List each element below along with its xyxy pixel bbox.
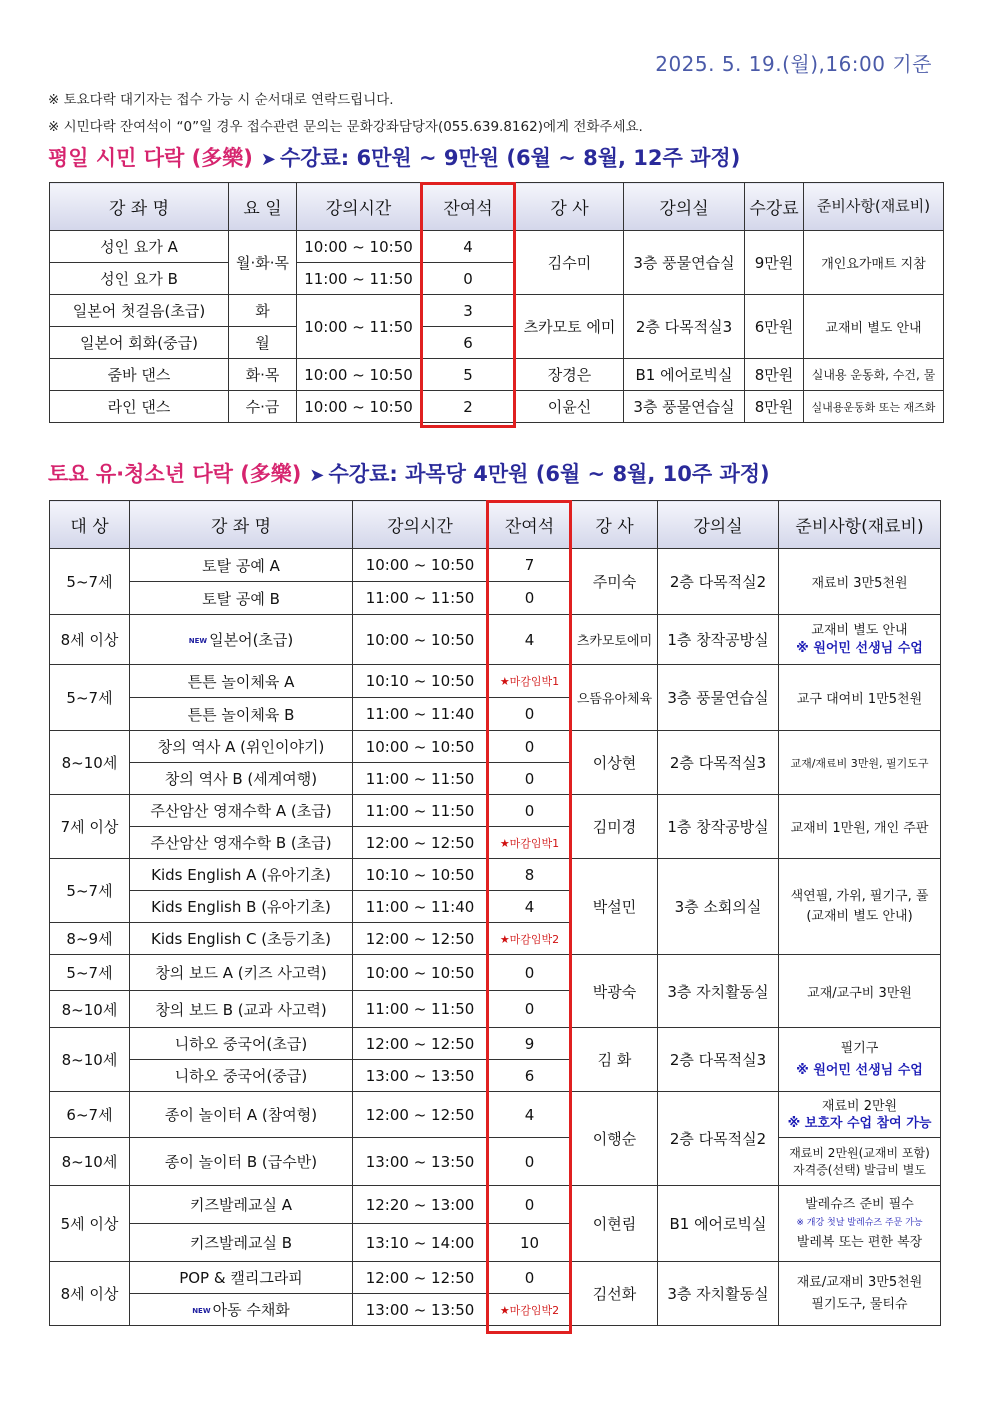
course-name: 일본어 첫걸음(초급) [50, 295, 229, 327]
remaining-seats: 4 [421, 231, 516, 263]
course-name: 니하오 중국어(중급) [130, 1060, 353, 1092]
target: 5~7세 [50, 955, 130, 991]
remaining-seats: 10 [488, 1224, 572, 1262]
course-name: 종이 놀이터 B (급수반) [130, 1138, 353, 1186]
room: B1 에어로빅실 [624, 359, 745, 391]
remaining-seats: ★마감임박1 [488, 827, 572, 859]
course-name-text: 일본어(초급) [209, 631, 294, 649]
prep: 개인요가매트 지참 [804, 231, 944, 295]
teacher: 츠카모토 에미 [516, 295, 624, 359]
remaining-seats: 6 [421, 327, 516, 359]
course-time: 10:00 ~ 10:50 [353, 955, 488, 991]
teacher: 으뜸유아체육 [572, 665, 658, 731]
course-day: 화·목 [229, 359, 297, 391]
header-prep: 준비사항(재료비) [804, 183, 944, 231]
course-time: 11:00 ~ 11:40 [353, 698, 488, 731]
remaining-seats: 0 [488, 582, 572, 615]
prep-line: 교재비 별도 안내 [811, 622, 908, 638]
table-row [50, 1092, 941, 1138]
course-name: 줌바 댄스 [50, 359, 229, 391]
reference-date: 2025. 5. 19.(월),16:00 기준 [655, 52, 932, 76]
header-fee: 수강료 [745, 183, 804, 231]
course-day: 월·화·목 [229, 231, 297, 295]
course-name: 종이 놀이터 A (참여형) [130, 1092, 353, 1138]
course-name: 키즈발레교실 A [130, 1186, 353, 1224]
fee: 8만원 [745, 359, 804, 391]
table-row [50, 615, 941, 665]
table-row [50, 1262, 941, 1294]
course-time: 12:00 ~ 12:50 [353, 1028, 488, 1060]
course-time: 11:00 ~ 11:40 [353, 891, 488, 923]
teacher: 이행순 [572, 1092, 658, 1186]
prep [779, 615, 941, 665]
course-name: Kids English A (유아기초) [130, 859, 353, 891]
table-row [50, 359, 944, 391]
weekday-title: 평일 시민 다락 (多樂) [48, 146, 253, 170]
prep: 교구 대여비 1만5천원 [779, 665, 941, 731]
course-name-text: 아동 수채화 [212, 1301, 290, 1319]
course-time: 11:00 ~ 11:50 [353, 582, 488, 615]
remaining-seats: 0 [488, 1186, 572, 1224]
course-time: 13:00 ~ 13:50 [353, 1060, 488, 1092]
header-remaining: 잔여석 [421, 183, 516, 231]
new-badge: NEW [192, 1306, 211, 1315]
course-time: 12:00 ~ 12:50 [353, 1092, 488, 1138]
teacher: 이현림 [572, 1186, 658, 1262]
room: 1층 창작공방실 [658, 795, 779, 859]
target: 7세 이상 [50, 795, 130, 859]
course-name: 튼튼 놀이체육 B [130, 698, 353, 731]
remaining-seats: ★마감임박2 [488, 923, 572, 955]
course-time: 10:00 ~ 10:50 [353, 615, 488, 665]
header-remaining: 잔여석 [488, 501, 572, 549]
saturday-section-title [48, 458, 770, 488]
table-row [50, 549, 941, 582]
remaining-seats: 0 [488, 795, 572, 827]
target: 5세 이상 [50, 1186, 130, 1262]
room: 3층 풍물연습실 [658, 665, 779, 731]
remaining-seats: 7 [488, 549, 572, 582]
room: 2층 다목적실3 [658, 1028, 779, 1092]
prep-note: ※ 개강 첫날 발레슈즈 주문 가능 [796, 1218, 923, 1228]
prep-line: 재료비 2만원 [821, 1098, 898, 1114]
prep-line: 색연필, 가위, 필기구, 풀 [790, 888, 929, 904]
remaining-seats: 8 [488, 859, 572, 891]
room: 2층 다목적실2 [658, 549, 779, 615]
remaining-seats: 0 [488, 991, 572, 1028]
course-time: 13:00 ~ 13:50 [353, 1294, 488, 1326]
remaining-seats: ★마감임박1 [488, 665, 572, 698]
table-row [50, 665, 941, 698]
prep-note: ※ 원어민 선생님 수업 [796, 1062, 923, 1078]
fee: 9만원 [745, 231, 804, 295]
course-time: 10:00 ~ 10:50 [297, 391, 421, 423]
course-time: 10:10 ~ 10:50 [353, 665, 488, 698]
course-name: 주산암산 영재수학 A (초급) [130, 795, 353, 827]
course-time: 13:10 ~ 14:00 [353, 1224, 488, 1262]
target: 8~10세 [50, 731, 130, 795]
remaining-seats: 3 [421, 295, 516, 327]
teacher: 츠카모토에미 [572, 615, 658, 665]
course-time: 12:00 ~ 12:50 [353, 827, 488, 859]
header-teacher: 강 사 [516, 183, 624, 231]
teacher: 김 화 [572, 1028, 658, 1092]
remaining-seats: 0 [488, 955, 572, 991]
prep-line: 자격증(선택) 발급비 별도 [793, 1162, 926, 1177]
room: 2층 다목적실3 [624, 295, 745, 359]
prep [779, 1138, 941, 1186]
header-room: 강의실 [624, 183, 745, 231]
header-time: 강의시간 [353, 501, 488, 549]
prep-line: 필기도구, 물티슈 [811, 1296, 908, 1312]
table-row [50, 859, 941, 891]
course-name: 창의 보드 B (교과 사고력) [130, 991, 353, 1028]
room: 1층 창작공방실 [658, 615, 779, 665]
remaining-seats: 0 [488, 1138, 572, 1186]
arrow-icon: ➤ [260, 149, 276, 170]
teacher: 김미경 [572, 795, 658, 859]
remaining-seats: 4 [488, 1092, 572, 1138]
new-badge: NEW [188, 636, 208, 645]
course-time: 12:00 ~ 12:50 [353, 923, 488, 955]
prep-line: 재료/교재비 3만5천원 [796, 1274, 923, 1290]
target: 8~10세 [50, 1138, 130, 1186]
room: 3층 자치활동실 [658, 1262, 779, 1326]
table-row [50, 731, 941, 763]
room: 3층 풍물연습실 [624, 231, 745, 295]
course-time: 11:00 ~ 11:50 [353, 991, 488, 1028]
remaining-seats: 0 [421, 263, 516, 295]
course-name: 창의 보드 A (키즈 사고력) [130, 955, 353, 991]
course-time: 10:00 ~ 10:50 [353, 731, 488, 763]
course-name: 주산암산 영재수학 B (초급) [130, 827, 353, 859]
course-name: 창의 역사 A (위인이야기) [130, 731, 353, 763]
course-name: Kids English C (초등기초) [130, 923, 353, 955]
remaining-seats: 0 [488, 698, 572, 731]
remaining-seats: 6 [488, 1060, 572, 1092]
target: 8세 이상 [50, 615, 130, 665]
table-row [50, 295, 944, 327]
course-day: 월 [229, 327, 297, 359]
notice-waitlist: ※ 토요다락 대기자는 접수 가능 시 순서대로 연락드립니다. [48, 92, 394, 108]
course-time: 10:10 ~ 10:50 [353, 859, 488, 891]
weekday-section-title [48, 142, 740, 172]
room: 3층 소회의실 [658, 859, 779, 955]
table-row [50, 1138, 941, 1186]
course-name: 토탈 공예 B [130, 582, 353, 615]
remaining-seats: 5 [421, 359, 516, 391]
header-day: 요 일 [229, 183, 297, 231]
prep-line: 필기구 [840, 1040, 879, 1056]
teacher: 박설민 [572, 859, 658, 955]
teacher: 이윤신 [516, 391, 624, 423]
header-teacher: 강 사 [572, 501, 658, 549]
course-name: 니하오 중국어(초급) [130, 1028, 353, 1060]
prep [779, 859, 941, 955]
room: 3층 자치활동실 [658, 955, 779, 1028]
table-row [50, 391, 944, 423]
prep-line: 재료비 2만원(교재비 포함) [789, 1145, 930, 1160]
course-name [130, 615, 353, 665]
course-time: 12:20 ~ 13:00 [353, 1186, 488, 1224]
course-time: 10:00 ~ 11:50 [297, 295, 421, 359]
target: 8세 이상 [50, 1262, 130, 1326]
remaining-seats: 0 [488, 763, 572, 795]
course-time: 13:00 ~ 13:50 [353, 1138, 488, 1186]
prep [779, 1186, 941, 1262]
target: 8~10세 [50, 991, 130, 1028]
table-row [50, 1028, 941, 1060]
room: 2층 다목적실2 [658, 1092, 779, 1186]
prep [779, 1262, 941, 1326]
target: 5~7세 [50, 859, 130, 923]
course-time: 10:00 ~ 10:50 [297, 359, 421, 391]
header-target: 대 상 [50, 501, 130, 549]
remaining-seats: ★마감임박2 [488, 1294, 572, 1326]
header-time: 강의시간 [297, 183, 421, 231]
prep: 재료비 3만5천원 [779, 549, 941, 615]
course-name: 일본어 회화(중급) [50, 327, 229, 359]
teacher: 박광숙 [572, 955, 658, 1028]
course-name: 창의 역사 B (세계여행) [130, 763, 353, 795]
header-room: 강의실 [658, 501, 779, 549]
target: 8~9세 [50, 923, 130, 955]
prep: 교재비 1만원, 개인 주판 [779, 795, 941, 859]
prep-line: 발레복 또는 편한 복장 [796, 1235, 923, 1250]
teacher: 김선화 [572, 1262, 658, 1326]
teacher: 이상현 [572, 731, 658, 795]
course-day: 화 [229, 295, 297, 327]
remaining-seats: 4 [488, 615, 572, 665]
course-time: 11:00 ~ 11:50 [353, 763, 488, 795]
course-name: Kids English B (유아기초) [130, 891, 353, 923]
target: 5~7세 [50, 665, 130, 731]
arrow-icon: ➤ [309, 465, 325, 486]
course-name: 라인 댄스 [50, 391, 229, 423]
prep: 교재/재료비 3만원, 필기도구 [779, 731, 941, 795]
room: B1 에어로빅실 [658, 1186, 779, 1262]
teacher: 장경은 [516, 359, 624, 391]
prep [779, 1092, 941, 1138]
prep-line: 발레슈즈 준비 필수 [805, 1197, 914, 1212]
fee: 8만원 [745, 391, 804, 423]
saturday-table [49, 500, 941, 1326]
notice-contact: ※ 시민다락 잔여석이 “0”일 경우 접수관련 문의는 문화강좌담당자(055.639.8162)에게 전화주세요. [48, 119, 643, 135]
course-name: POP & 캘리그라피 [130, 1262, 353, 1294]
course-time: 10:00 ~ 10:50 [297, 231, 421, 263]
saturday-title: 토요 유·청소년 다락 (多樂) [48, 462, 302, 486]
fee: 6만원 [745, 295, 804, 359]
teacher: 김수미 [516, 231, 624, 295]
weekday-table [49, 182, 944, 423]
prep: 교재비 별도 안내 [804, 295, 944, 359]
course-name [130, 1294, 353, 1326]
saturday-fee: 수강료: 과목당 4만원 (6월 ~ 8월, 10주 과정) [328, 462, 770, 486]
course-name: 튼튼 놀이체육 A [130, 665, 353, 698]
course-day: 수·금 [229, 391, 297, 423]
course-name: 성인 요가 A [50, 231, 229, 263]
course-time: 11:00 ~ 11:50 [353, 795, 488, 827]
remaining-seats: 0 [488, 1262, 572, 1294]
prep [779, 1028, 941, 1092]
header-course: 강 좌 명 [50, 183, 229, 231]
prep-line: (교재비 별도 안내) [806, 908, 913, 924]
course-name: 성인 요가 B [50, 263, 229, 295]
header-prep: 준비사항(재료비) [779, 501, 941, 549]
course-time: 10:00 ~ 10:50 [353, 549, 488, 582]
target: 6~7세 [50, 1092, 130, 1138]
remaining-seats: 0 [488, 731, 572, 763]
remaining-seats: 4 [488, 891, 572, 923]
prep: 교재/교구비 3만원 [779, 955, 941, 1028]
remaining-seats: 2 [421, 391, 516, 423]
room: 3층 풍물연습실 [624, 391, 745, 423]
prep: 실내용 운동화, 수건, 물 [804, 359, 944, 391]
course-time: 11:00 ~ 11:50 [297, 263, 421, 295]
prep: 실내용운동화 또는 재즈화 [804, 391, 944, 423]
weekday-fee: 수강료: 6만원 ~ 9만원 (6월 ~ 8월, 12주 과정) [279, 146, 741, 170]
target: 5~7세 [50, 549, 130, 615]
course-name: 토탈 공예 A [130, 549, 353, 582]
prep-note: ※ 보호자 수업 참여 가능 [787, 1115, 932, 1131]
header-course: 강 좌 명 [130, 501, 353, 549]
course-time: 12:00 ~ 12:50 [353, 1262, 488, 1294]
target: 8~10세 [50, 1028, 130, 1092]
remaining-seats: 9 [488, 1028, 572, 1060]
room: 2층 다목적실3 [658, 731, 779, 795]
table-row [50, 795, 941, 827]
teacher: 주미숙 [572, 549, 658, 615]
table-row [50, 955, 941, 991]
course-name: 키즈발레교실 B [130, 1224, 353, 1262]
table-row [50, 1186, 941, 1224]
table-row [50, 231, 944, 263]
prep-note: ※ 원어민 선생님 수업 [796, 640, 923, 656]
